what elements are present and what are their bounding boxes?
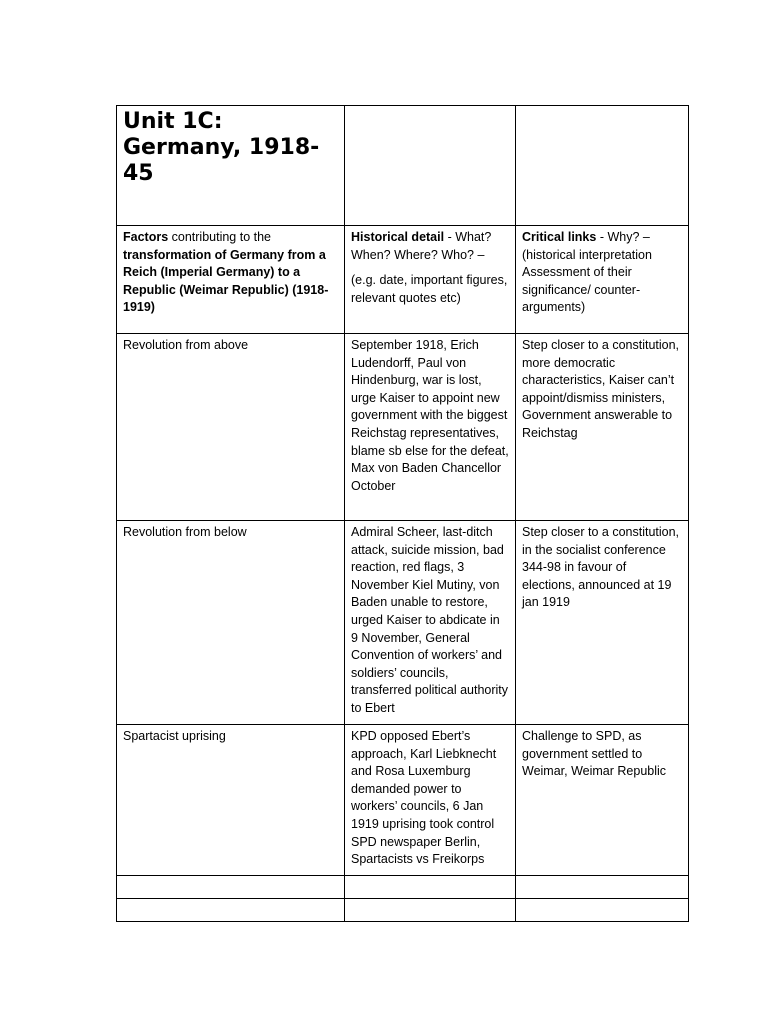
document-title: Unit 1C: Germany, 1918-45 [123,109,320,186]
header-factors-cell [117,226,345,334]
factor-cell: Revolution from below [117,521,345,725]
empty-cell [516,106,689,226]
detail-cell: September 1918, Erich Ludendorff, Paul von Hindenburg, war is lost, urge Kaiser to appoint new government with the biggest Reichstag representatives, blame sb else for the defeat, Max von Baden Chancellor October [345,334,516,521]
factor-cell: Revolution from above [117,334,345,521]
empty-cell [117,899,345,922]
table-row [117,725,689,876]
detail-cell: Admiral Scheer, last-ditch attack, suicide mission, bad reaction, red flags, 3 November Kiel Mutiny, von Baden unable to restore, urged Kaiser to abdicate in 9 November, General Convention of workers’ and soldiers’ councils, transferred political authority to Ebert [345,521,516,725]
header-detail-bold: Historical detail [351,230,445,244]
empty-cell [345,876,516,899]
header-links-text: - Why? – (historical interpretation Assessment of their significance/ counter-arguments) [522,230,652,315]
header-factors-bold: Factors [123,230,169,244]
factor-cell: Spartacist uprising [117,725,345,876]
header-factors-bold-2: transformation of Germany from a Reich (Imperial Germany) to a Republic (Weimar Republic) (1918-1919) [123,247,329,315]
title-row [117,106,689,226]
empty-cell [516,899,689,922]
header-factors-text: contributing to the [168,230,272,244]
empty-cell [117,876,345,899]
header-links-cell [516,226,689,334]
header-detail-cell [345,226,516,334]
empty-cell [516,876,689,899]
empty-cell [345,899,516,922]
links-cell: Step closer to a constitution, more democratic characteristics, Kaiser can’t appoint/dismiss ministers, Government answerable to Reichstag [516,334,689,521]
header-links-bold: Critical links [522,230,597,244]
empty-row [117,899,689,922]
links-cell: Step closer to a constitution, in the socialist conference 344-98 in favour of elections, announced at 19 jan 1919 [516,521,689,725]
notes-table [116,105,689,922]
empty-cell [345,106,516,226]
header-detail-text: - What? When? Where? Who? – [351,230,492,262]
table-row [117,334,689,521]
header-detail-note: (e.g. date, important figures, relevant quotes etc) [351,273,508,305]
table-row [117,521,689,725]
links-cell: Challenge to SPD, as government settled to Weimar, Weimar Republic [516,725,689,876]
detail-cell: KPD opposed Ebert’s approach, Karl Liebknecht and Rosa Luxemburg demanded power to workers’ councils, 6 Jan 1919 uprising took control SPD newspaper Berlin, Spartacists vs Freikorps [345,725,516,876]
empty-row [117,876,689,899]
title-cell [117,106,345,226]
header-row [117,226,689,334]
